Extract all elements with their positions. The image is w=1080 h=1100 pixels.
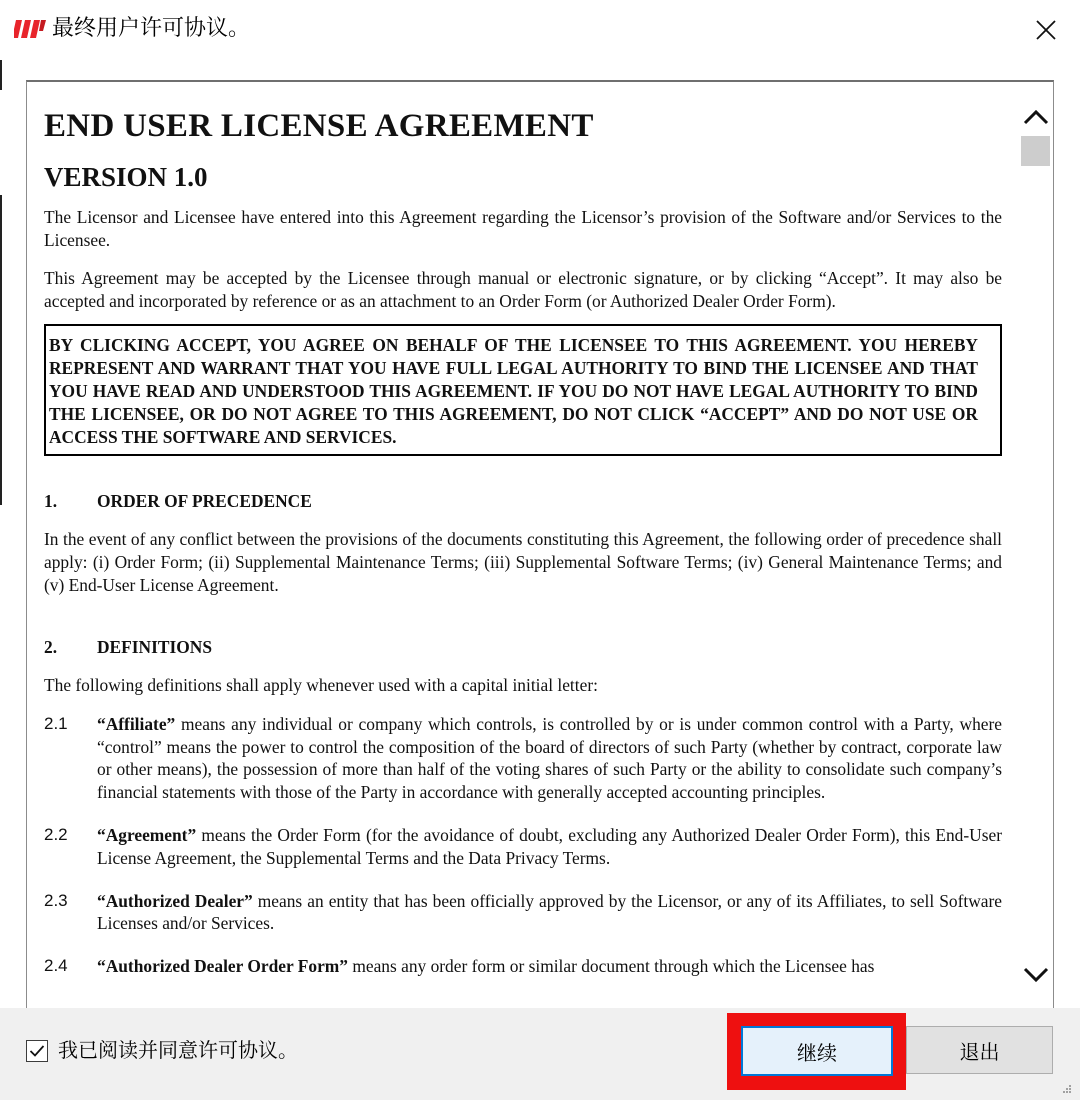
agree-checkbox[interactable] <box>26 1040 48 1062</box>
section-heading <box>44 490 1002 512</box>
section-paragraph: In the event of any conflict between the provisions of the documents constituting this Agreement, the following order of precedence shall apply: (i) Order Form; (ii) Supplemental Maintenance Terms; (iii) Supplemental Software Terms; (iv) General Maintenance Terms; and (v) End-User License Agreement. <box>44 529 1002 595</box>
checkmark-icon <box>29 1044 45 1058</box>
definition-body <box>97 713 1002 804</box>
window-edge <box>0 195 2 505</box>
acceptance-notice-box: BY CLICKING ACCEPT, YOU AGREE ON BEHALF OF THE LICENSEE TO THIS AGREEMENT. YOU HEREBY REPRESENT AND WARRANT THAT YOU HAVE FULL LEGAL AUTHORITY TO BIND THE LICENSEE AND THAT YOU HAVE READ AND UNDERSTOOD THIS AGREEMENT. IF YOU DO NOT HAVE LEGAL AUTHORITY TO BIND THE LICENSEE, OR DO NOT AGREE TO THIS AGREEMENT, DO NOT CLICK “ACCEPT” AND DO NOT USE OR ACCESS THE SOFTWARE AND SERVICES. <box>44 324 1002 456</box>
chevron-down-icon <box>1023 967 1049 983</box>
definition-body <box>97 890 1002 936</box>
close-button[interactable] <box>1026 10 1066 50</box>
definition-number: 2.1 <box>44 713 68 733</box>
scroll-down-button[interactable] <box>1019 958 1053 992</box>
license-document <box>44 82 1002 1008</box>
scroll-thumb[interactable] <box>1021 136 1050 166</box>
license-viewer[interactable] <box>26 80 1054 1009</box>
section-number: 1. <box>44 491 58 512</box>
section-number: 2. <box>44 637 58 658</box>
section-title: ORDER OF PRECEDENCE <box>97 491 312 512</box>
definition-item <box>44 713 1002 804</box>
definition-text: means any order form or similar document through which the Licensee has <box>347 956 875 977</box>
definition-text: means an entity that has been officially approved by the Licensor, or any of its Affiliates, to sell Software Licenses and/or Services. <box>97 890 1002 934</box>
document-heading: END USER LICENSE AGREEMENT <box>44 108 594 144</box>
definition-number: 2.4 <box>44 956 68 976</box>
continue-button[interactable]: 继续 <box>741 1026 893 1076</box>
document-version: VERSION 1.0 <box>44 162 208 192</box>
definition-term: “Authorized Dealer Order Form” <box>97 956 348 977</box>
definitions-intro: The following definitions shall apply whenever used with a capital initial letter: <box>44 675 598 696</box>
definition-term: “Authorized Dealer” <box>97 890 253 911</box>
definition-body <box>97 955 1002 978</box>
definition-item <box>44 824 1002 870</box>
definition-number: 2.3 <box>44 890 68 910</box>
acceptance-paragraph: This Agreement may be accepted by the Licensee through manual or electronic signature, or by clicking “Accept”. It may also be accepted and incorporated by reference or as an attachment to an Order Form (or Authorized Dealer Order Form). <box>44 268 1002 311</box>
definition-text: means the Order Form (for the avoidance of doubt, excluding any Authorized Dealer Order Form), this End-User License Agreement, the Supplemental Terms and the Data Privacy Terms. <box>97 824 1002 868</box>
vertical-scrollbar[interactable] <box>1019 82 1053 1008</box>
agree-label[interactable]: 我已阅读并同意许可协议。 <box>58 1038 298 1062</box>
definition-term: “Agreement” <box>97 824 197 845</box>
definition-number: 2.2 <box>44 824 68 844</box>
app-logo-icon <box>14 17 46 41</box>
section-title: DEFINITIONS <box>97 637 213 658</box>
definition-item <box>44 955 1002 978</box>
intro-paragraph: The Licensor and Licensee have entered into this Agreement regarding the Licensor’s provision of the Software and/or Services to the Licensee. <box>44 207 1002 250</box>
title-bar <box>0 0 1080 58</box>
definition-body <box>97 824 1002 870</box>
definition-item <box>44 890 1002 936</box>
window-title: 最终用户许可协议。 <box>52 16 251 41</box>
exit-button[interactable]: 退出 <box>906 1026 1053 1074</box>
definition-term: “Affiliate” <box>97 713 176 734</box>
window-edge <box>0 60 2 90</box>
scroll-up-button[interactable] <box>1019 100 1053 134</box>
close-icon <box>1035 19 1057 41</box>
chevron-up-icon <box>1023 109 1049 125</box>
section-heading <box>44 636 1002 658</box>
resize-grip-icon[interactable] <box>1062 1084 1072 1094</box>
definition-text: means any individual or company which controls, is controlled by or is under common control with a Party, where “control” means the power to control the composition of the board of directors of such Party (whether by contract, corporate law or other means), the possession of more than half of the voting shares of such Party or the ability to consolidate such company’s financial statements with those of the Party in accordance with generally accepted accounting principles. <box>97 713 1002 803</box>
